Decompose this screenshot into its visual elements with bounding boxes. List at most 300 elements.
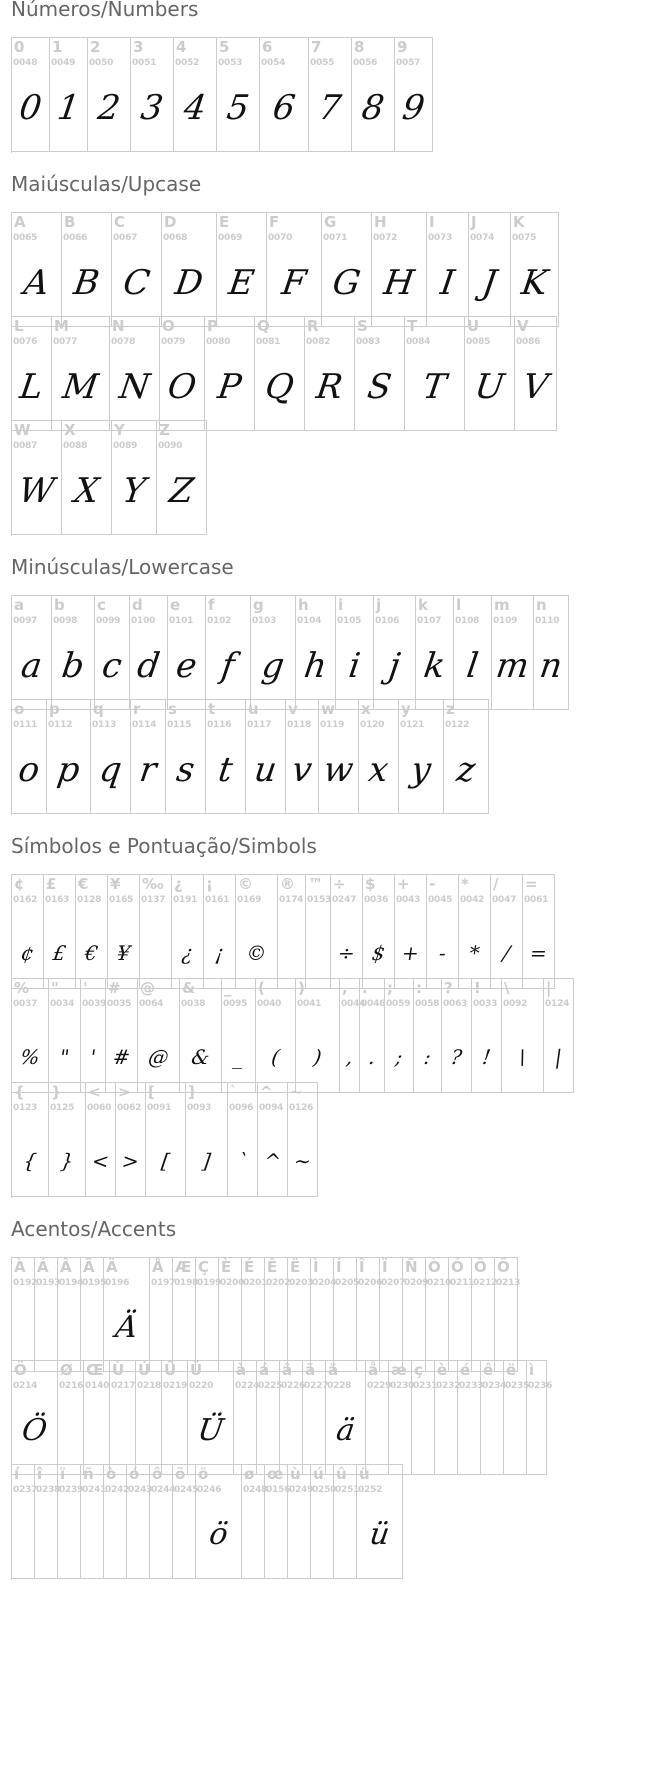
glyph-char-label: 5 — [219, 38, 230, 56]
glyph-cell — [44, 875, 76, 989]
glyph-code-label: 0252 — [358, 1485, 383, 1495]
glyph-cell — [174, 38, 217, 152]
glyph-code-label: 0162 — [13, 895, 38, 905]
glyph-code-label: 0075 — [512, 233, 537, 243]
glyph-sample: ¿ — [180, 941, 195, 965]
glyph-cell — [511, 213, 559, 327]
glyph-sample: m — [493, 646, 532, 686]
glyph-char-label: f — [208, 596, 215, 614]
glyph-char-label: Ã — [83, 1258, 95, 1276]
glyph-sample: P — [215, 367, 244, 407]
glyph-sample: s — [173, 750, 198, 790]
glyph-cell — [204, 875, 236, 989]
glyph-code-label: 0065 — [13, 233, 38, 243]
glyph-code-label: 0118 — [287, 720, 312, 730]
glyph-sample: \ — [517, 1045, 528, 1069]
glyph-cell — [442, 979, 472, 1093]
glyph-cell — [58, 1465, 84, 1579]
glyph-char-label: ¢ — [14, 875, 25, 893]
glyph-code-label: 0085 — [466, 337, 491, 347]
glyph-code-label: 0066 — [63, 233, 88, 243]
glyph-code-label: 0059 — [386, 999, 411, 1009]
glyph-code-label: 0220 — [189, 1381, 214, 1391]
glyph-sample: A — [21, 263, 52, 303]
glyph-sample: ] — [200, 1149, 213, 1173]
glyph-cell — [296, 979, 340, 1093]
glyph-code-label: 0124 — [545, 999, 570, 1009]
section-title: Acentos/Accents — [11, 1217, 177, 1241]
glyph-char-label: É — [244, 1258, 255, 1276]
glyph-char-label: y — [401, 700, 411, 718]
glyph-char-label: ` — [230, 1083, 238, 1101]
glyph-cell — [426, 1258, 452, 1372]
glyph-char-label: à — [236, 1361, 247, 1379]
glyph-code-label: 0216 — [59, 1381, 84, 1391]
glyph-sample: V — [520, 367, 551, 407]
glyph-cell — [334, 1465, 360, 1579]
glyph-sample: b — [59, 646, 87, 686]
glyph-code-label: 0046 — [361, 999, 386, 1009]
glyph-code-label: 0102 — [207, 616, 232, 626]
glyph-cell — [110, 317, 160, 431]
glyph-cell — [352, 38, 395, 152]
glyph-code-label: 0128 — [77, 895, 102, 905]
glyph-char-label: Z — [159, 421, 170, 439]
glyph-code-label: 0057 — [396, 58, 421, 68]
glyph-row — [11, 37, 433, 153]
glyph-char-label: R — [307, 317, 319, 335]
glyph-cell — [399, 700, 444, 814]
glyph-code-label: 0243 — [128, 1485, 153, 1495]
glyph-code-label: 0205 — [335, 1278, 360, 1288]
glyph-cell — [527, 1361, 553, 1475]
glyph-code-label: 0250 — [312, 1485, 337, 1495]
glyph-cell — [359, 700, 399, 814]
glyph-sample: Y — [119, 471, 149, 511]
glyph-cell — [131, 700, 166, 814]
glyph-sample: £ — [51, 941, 68, 965]
glyph-char-label: £ — [46, 875, 57, 893]
glyph-sample: 7 — [316, 88, 344, 128]
glyph-char-label: - — [429, 875, 436, 893]
glyph-cell — [222, 979, 256, 1093]
glyph-char-label: ú — [313, 1465, 324, 1483]
glyph-sample: Q — [262, 367, 297, 407]
glyph-sample: ÷ — [336, 941, 357, 965]
glyph-char-label: h — [298, 596, 309, 614]
glyph-code-label: 0213 — [496, 1278, 521, 1288]
glyph-char-label: % — [14, 979, 30, 997]
glyph-sample: ^ — [262, 1149, 283, 1173]
glyph-code-label: 0048 — [13, 58, 38, 68]
glyph-sample: ¢ — [19, 941, 36, 965]
glyph-char-label: ? — [444, 979, 453, 997]
section-title: Símbolos e Pontuação/Simbols — [11, 834, 317, 858]
glyph-cell — [334, 1258, 360, 1372]
glyph-char-label: H — [374, 213, 387, 231]
glyph-sample: a — [18, 646, 45, 686]
glyph-code-label: 0049 — [51, 58, 76, 68]
glyph-cell — [219, 1258, 245, 1372]
glyph-code-label: 0068 — [163, 233, 188, 243]
glyph-sample: e — [173, 646, 200, 686]
glyph-code-label: 0067 — [113, 233, 138, 243]
glyph-sample: j — [386, 646, 403, 686]
glyph-cell — [374, 596, 416, 710]
glyph-cell — [288, 1258, 314, 1372]
glyph-sample: M — [60, 367, 101, 407]
glyph-char-label: u — [248, 700, 259, 718]
glyph-code-label: 0079 — [161, 337, 186, 347]
glyph-code-label: 0226 — [281, 1381, 306, 1391]
glyph-cell — [427, 213, 469, 327]
glyph-char-label: m — [494, 596, 510, 614]
glyph-sample: 4 — [181, 88, 209, 128]
glyph-cell — [416, 596, 454, 710]
glyph-cell — [319, 700, 359, 814]
glyph-cell — [81, 1465, 107, 1579]
glyph-code-label: 0062 — [117, 1103, 142, 1113]
glyph-cell — [372, 213, 427, 327]
glyph-char-label: q — [93, 700, 104, 718]
glyph-char-label: È — [221, 1258, 232, 1276]
glyph-sample: r — [137, 750, 159, 790]
glyph-row — [11, 1360, 553, 1476]
glyph-sample: l — [464, 646, 481, 686]
glyph-cell — [12, 317, 52, 431]
glyph-cell — [12, 213, 62, 327]
glyph-code-label: 0209 — [404, 1278, 429, 1288]
glyph-char-label: g — [253, 596, 264, 614]
glyph-cell — [91, 700, 131, 814]
glyph-cell — [286, 700, 319, 814]
glyph-char-label: Ç — [198, 1258, 210, 1276]
glyph-char-label: e — [170, 596, 181, 614]
glyph-cell — [140, 875, 172, 989]
glyph-code-label: 0196 — [105, 1278, 130, 1288]
glyph-cell — [35, 1258, 61, 1372]
glyph-code-label: 0047 — [492, 895, 517, 905]
glyph-char-label: Æ — [175, 1258, 192, 1276]
glyph-code-label: 0037 — [13, 999, 38, 1009]
glyph-char-label: ö — [198, 1465, 209, 1483]
glyph-code-label: 0058 — [415, 999, 440, 1009]
glyph-sample: q — [96, 750, 125, 790]
glyph-code-label: 0094 — [259, 1103, 284, 1113]
glyph-code-label: 0233 — [459, 1381, 484, 1391]
glyph-row — [11, 1464, 403, 1580]
glyph-cell — [267, 213, 322, 327]
glyph-char-label: $ — [365, 875, 376, 893]
glyph-char-label: Á — [37, 1258, 49, 1276]
glyph-sample: # — [111, 1045, 132, 1069]
glyph-char-label: Ì — [313, 1258, 319, 1276]
glyph-code-label: 0051 — [132, 58, 157, 68]
glyph-code-label: 0038 — [181, 999, 206, 1009]
glyph-char-label: V — [517, 317, 529, 335]
glyph-code-label: 0204 — [312, 1278, 337, 1288]
glyph-cell — [385, 979, 414, 1093]
glyph-cell — [12, 1465, 38, 1579]
glyph-row — [11, 316, 557, 432]
glyph-cell — [162, 213, 217, 327]
glyph-sample: ü — [367, 1517, 392, 1552]
glyph-char-label: K — [513, 213, 525, 231]
glyph-char-label: : — [416, 979, 422, 997]
glyph-code-label: 0105 — [337, 616, 362, 626]
glyph-char-label: } — [51, 1083, 62, 1101]
glyph-sample: ' — [88, 1045, 98, 1069]
glyph-cell — [106, 979, 138, 1093]
glyph-cell — [58, 1258, 84, 1372]
glyph-cell — [12, 979, 49, 1093]
glyph-code-label: 0120 — [360, 720, 385, 730]
glyph-char-label: A — [14, 213, 26, 231]
glyph-code-label: 0069 — [218, 233, 243, 243]
glyph-code-label: 0100 — [131, 616, 156, 626]
glyph-char-label: D — [164, 213, 177, 231]
glyph-char-label: ê — [483, 1361, 494, 1379]
glyph-row — [11, 874, 555, 990]
glyph-char-label: € — [78, 875, 89, 893]
glyph-code-label: 0219 — [163, 1381, 188, 1391]
glyph-char-label: Â — [60, 1258, 72, 1276]
glyph-sample: 8 — [359, 88, 387, 128]
glyph-cell — [491, 875, 523, 989]
glyph-code-label: 0084 — [406, 337, 431, 347]
glyph-code-label: 0169 — [237, 895, 262, 905]
glyph-code-label: 0095 — [223, 999, 248, 1009]
glyph-char-label: Y — [114, 421, 125, 439]
glyph-cell — [12, 1258, 38, 1372]
glyph-char-label: c — [97, 596, 106, 614]
glyph-sample: Ä — [113, 1310, 140, 1345]
glyph-code-label: 0210 — [427, 1278, 452, 1288]
glyph-sample: : — [422, 1045, 433, 1069]
glyph-sample: ~ — [292, 1149, 313, 1173]
glyph-code-label: 0114 — [132, 720, 157, 730]
glyph-cell — [459, 875, 491, 989]
glyph-cell — [288, 1465, 314, 1579]
glyph-cell — [427, 875, 459, 989]
glyph-cell — [52, 317, 110, 431]
glyph-cell — [62, 213, 112, 327]
glyph-sample: w — [321, 750, 356, 790]
glyph-sample: € — [83, 941, 100, 965]
glyph-cell — [260, 38, 309, 152]
glyph-cell — [444, 700, 489, 814]
glyph-char-label: v — [288, 700, 298, 718]
glyph-cell — [81, 1258, 107, 1372]
glyph-cell — [112, 421, 157, 535]
glyph-cell — [206, 596, 251, 710]
glyph-sample: h — [301, 646, 330, 686]
section-title: Minúsculas/Lowercase — [11, 555, 234, 579]
glyph-cell — [449, 1258, 475, 1372]
glyph-cell — [131, 38, 174, 152]
glyph-cell — [395, 38, 433, 152]
glyph-code-label: 0165 — [109, 895, 134, 905]
glyph-char-label: ~ — [290, 1083, 303, 1101]
glyph-code-label: 0163 — [45, 895, 70, 905]
glyph-char-label: è — [437, 1361, 448, 1379]
glyph-sample: 1 — [54, 88, 83, 128]
glyph-char-label: w — [321, 700, 335, 718]
glyph-code-label: 0078 — [111, 337, 136, 347]
glyph-code-label: 0039 — [82, 999, 107, 1009]
glyph-row — [11, 1082, 318, 1198]
glyph-cell — [146, 1083, 186, 1197]
glyph-code-label: 0202 — [266, 1278, 291, 1288]
glyph-cell — [186, 1083, 228, 1197]
glyph-cell — [544, 979, 574, 1093]
glyph-code-label: 0056 — [353, 58, 378, 68]
glyph-char-label: z — [446, 700, 455, 718]
glyph-sample: L — [17, 367, 46, 407]
glyph-char-label: Œ — [86, 1361, 104, 1379]
glyph-cell — [12, 38, 50, 152]
glyph-char-label: S — [357, 317, 368, 335]
glyph-char-label: / — [493, 875, 499, 893]
glyph-code-label: 0044 — [341, 999, 366, 1009]
glyph-cell — [234, 1361, 260, 1475]
glyph-sample: D — [172, 263, 206, 303]
glyph-cell — [206, 700, 246, 814]
glyph-code-label: 0090 — [158, 441, 183, 451]
glyph-sample: . — [367, 1045, 377, 1069]
glyph-cell — [180, 979, 222, 1093]
glyph-code-label: 0064 — [139, 999, 164, 1009]
glyph-sample: ¡ — [213, 941, 226, 965]
glyph-cell — [265, 1258, 291, 1372]
glyph-cell — [326, 1361, 366, 1475]
glyph-code-label: 0054 — [261, 58, 286, 68]
glyph-char-label: æ — [391, 1361, 407, 1379]
glyph-char-label: T — [407, 317, 418, 335]
glyph-char-label: ù — [290, 1465, 301, 1483]
glyph-row — [11, 420, 207, 536]
glyph-code-label: 0107 — [417, 616, 442, 626]
glyph-code-label: 0140 — [85, 1381, 110, 1391]
glyph-char-label: ÷ — [333, 875, 346, 893]
section-title: Números/Numbers — [11, 0, 199, 21]
glyph-cell — [405, 317, 465, 431]
glyph-cell — [236, 875, 278, 989]
glyph-code-label: 0110 — [535, 616, 560, 626]
glyph-sample: O — [165, 367, 199, 407]
glyph-cell — [303, 1361, 329, 1475]
glyph-sample: K — [518, 263, 551, 303]
glyph-char-label: Ä — [106, 1258, 118, 1276]
glyph-sample: _ — [231, 1045, 246, 1069]
glyph-char-label: ¡ — [206, 875, 213, 893]
glyph-char-label: Ò — [428, 1258, 441, 1276]
glyph-cell — [12, 875, 44, 989]
glyph-row — [11, 699, 489, 815]
glyph-char-label: a — [14, 596, 25, 614]
glyph-char-label: k — [418, 596, 428, 614]
glyph-char-label: G — [324, 213, 337, 231]
glyph-code-label: 0115 — [167, 720, 192, 730]
glyph-sample: ä — [334, 1413, 357, 1448]
glyph-sample: 2 — [95, 88, 123, 128]
glyph-char-label: n — [536, 596, 547, 614]
glyph-char-label: \ — [504, 979, 510, 997]
glyph-char-label: > — [118, 1083, 131, 1101]
glyph-cell — [336, 596, 374, 710]
glyph-cell — [104, 1465, 130, 1579]
glyph-char-label: Õ — [497, 1258, 510, 1276]
glyph-cell — [280, 1361, 306, 1475]
glyph-cell — [130, 596, 168, 710]
glyph-char-label: M — [54, 317, 69, 335]
glyph-sample: 9 — [399, 88, 428, 128]
glyph-char-label: { — [14, 1083, 25, 1101]
glyph-cell — [534, 596, 569, 710]
glyph-code-label: 0153 — [307, 895, 332, 905]
glyph-sample: N — [116, 367, 153, 407]
glyph-cell — [12, 421, 62, 535]
glyph-cell — [278, 875, 306, 989]
glyph-cell — [12, 1361, 58, 1475]
glyph-sample: T — [420, 367, 449, 407]
glyph-sample: R — [313, 367, 346, 407]
glyph-sample: * — [467, 941, 482, 965]
glyph-sample: 6 — [270, 88, 298, 128]
glyph-code-label: 0200 — [220, 1278, 245, 1288]
glyph-sample: > — [120, 1149, 141, 1173]
glyph-char-label: 3 — [133, 38, 144, 56]
glyph-char-label: 4 — [176, 38, 187, 56]
glyph-cell — [256, 979, 296, 1093]
glyph-char-label: X — [64, 421, 76, 439]
glyph-char-label: # — [108, 979, 121, 997]
glyph-char-label: ) — [298, 979, 305, 997]
glyph-sample: ¥ — [115, 941, 132, 965]
glyph-cell — [242, 1465, 268, 1579]
glyph-code-label: 0245 — [174, 1485, 199, 1495]
glyph-sample: E — [226, 263, 257, 303]
glyph-cell — [481, 1361, 507, 1475]
glyph-code-label: 0242 — [105, 1485, 130, 1495]
glyph-cell — [414, 979, 442, 1093]
glyph-code-label: 0230 — [390, 1381, 415, 1391]
glyph-code-label: 0080 — [206, 337, 231, 347]
glyph-code-label: 0098 — [53, 616, 78, 626]
glyph-char-label: ç — [414, 1361, 423, 1379]
glyph-cell — [251, 596, 296, 710]
glyph-char-label: ; — [387, 979, 393, 997]
glyph-code-label: 0112 — [48, 720, 73, 730]
glyph-cell — [35, 1465, 61, 1579]
glyph-cell — [389, 1361, 415, 1475]
glyph-code-label: 0239 — [59, 1485, 84, 1495]
glyph-sample: I — [437, 263, 458, 303]
glyph-cell — [157, 421, 207, 535]
glyph-code-label: 0108 — [455, 616, 480, 626]
glyph-cell — [138, 979, 180, 1093]
glyph-cell — [322, 213, 372, 327]
glyph-char-label: 7 — [311, 38, 322, 56]
glyph-sample: [ — [159, 1149, 172, 1173]
glyph-cell — [331, 875, 363, 989]
glyph-code-label: 0207 — [381, 1278, 406, 1288]
glyph-cell — [495, 1258, 521, 1372]
glyph-code-label: 0074 — [470, 233, 495, 243]
glyph-sample: $ — [370, 941, 387, 965]
glyph-sample: ö — [207, 1517, 231, 1552]
glyph-char-label: Ô — [474, 1258, 487, 1276]
